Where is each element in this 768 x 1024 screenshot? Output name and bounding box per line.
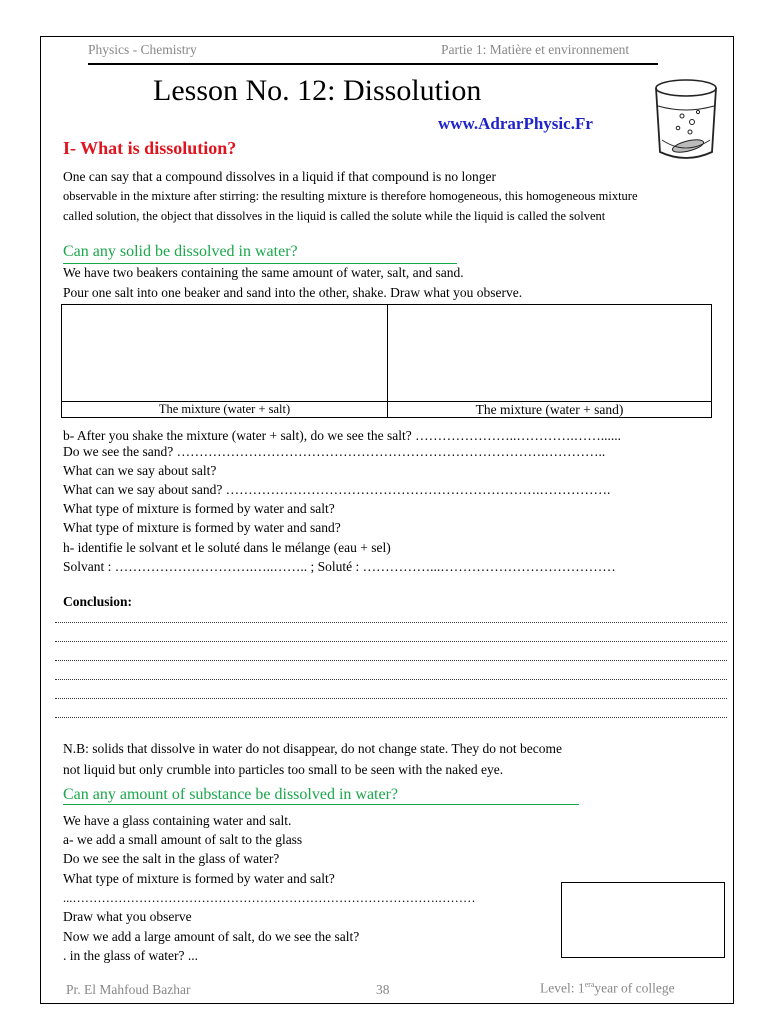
footer-author: Pr. El Mahfoud Bazhar — [66, 982, 191, 997]
question2-line: What type of mixture is formed by water and salt? — [63, 871, 335, 886]
question1-heading: Can any solid be dissolved in water? — [63, 243, 298, 260]
drawing-box — [561, 882, 725, 958]
question1-intro-1: We have two beakers containing the same amount of water, salt, and sand. — [63, 265, 464, 280]
drawing-table — [61, 304, 712, 418]
question2-line: a- we add a small amount of salt to the glass — [63, 832, 303, 847]
question-line: Do we see the sand? ……………………………………………………………………….………….. — [63, 444, 606, 459]
definition-line-1: One can say that a compound dissolves in a liquid if that compound is no longer — [63, 169, 497, 184]
definition-line-3: called solution, the object that dissolves in the liquid is called the solute while the liquid is called the solvent — [63, 209, 606, 223]
question-line: Solvant : ………………………….…..…….. ; Soluté : ……………...………………………………… — [63, 559, 616, 574]
question2-line: Do we see the salt in the glass of water? — [63, 851, 280, 866]
definition-line-2: observable in the mixture after stirring: the resulting mixture is therefore homogeneous, this homogeneous mixture — [63, 189, 638, 203]
answer-line — [55, 660, 727, 662]
question-line: What can we say about salt? — [63, 463, 217, 478]
question-line: h- identifie le solvant et le soluté dans le mélange (eau + sel) — [63, 540, 391, 555]
footer-level-suffix: year of college — [594, 980, 675, 996]
answer-line — [55, 679, 727, 681]
caption-water-sand: The mixture (water + sand) — [475, 402, 624, 417]
question-line: What type of mixture is formed by water and salt? — [63, 501, 335, 516]
header-rule — [88, 63, 658, 65]
caption-water-salt: The mixture (water + salt) — [158, 402, 291, 416]
note-line-2: not liquid but only crumble into particles too small to be seen with the naked eye. — [63, 762, 504, 777]
question2-line: We have a glass containing water and salt. — [63, 813, 292, 828]
answer-line — [55, 641, 727, 643]
beaker-icon — [648, 76, 726, 164]
footer-level-prefix: Level: 1 — [540, 980, 585, 996]
question2-line: . in the glass of water? ... — [63, 948, 198, 963]
question2-heading: Can any amount of substance be dissolved in water? — [63, 786, 399, 803]
question2-line: ...…………………………………………………………………………….……… — [63, 891, 476, 905]
question-line: What can we say about sand? …………………………………………………………….……………. — [63, 482, 611, 497]
footer-level — [540, 980, 675, 997]
question2-line: Draw what you observe — [63, 909, 192, 924]
note-line-1: N.B: solids that dissolve in water do not disappear, do not change state. They do not become — [63, 741, 562, 756]
question-line: b- After you shake the mixture (water + salt), do we see the salt? …………………..………….……...... — [63, 428, 621, 443]
question1-intro-2: Pour one salt into one beaker and sand into the other, shake. Draw what you observe. — [63, 285, 523, 300]
conclusion-label: Conclusion: — [63, 594, 133, 609]
answer-line — [55, 622, 727, 624]
footer-page-number: 38 — [376, 982, 390, 997]
answer-line — [55, 717, 727, 719]
header-part: Partie 1: Matière et environnement — [441, 42, 630, 57]
answer-line — [55, 698, 727, 700]
question-line: What type of mixture is formed by water and sand? — [63, 520, 341, 535]
page-title: Lesson No. 12: Dissolution — [153, 74, 482, 107]
question2-line: Now we add a large amount of salt, do we see the salt? — [63, 929, 360, 944]
section-heading: I- What is dissolution? — [63, 138, 237, 158]
footer-level-sup: era — [584, 980, 595, 989]
website-link[interactable]: www.AdrarPhysic.Fr — [438, 114, 593, 133]
header-subject: Physics - Chemistry — [88, 42, 197, 57]
